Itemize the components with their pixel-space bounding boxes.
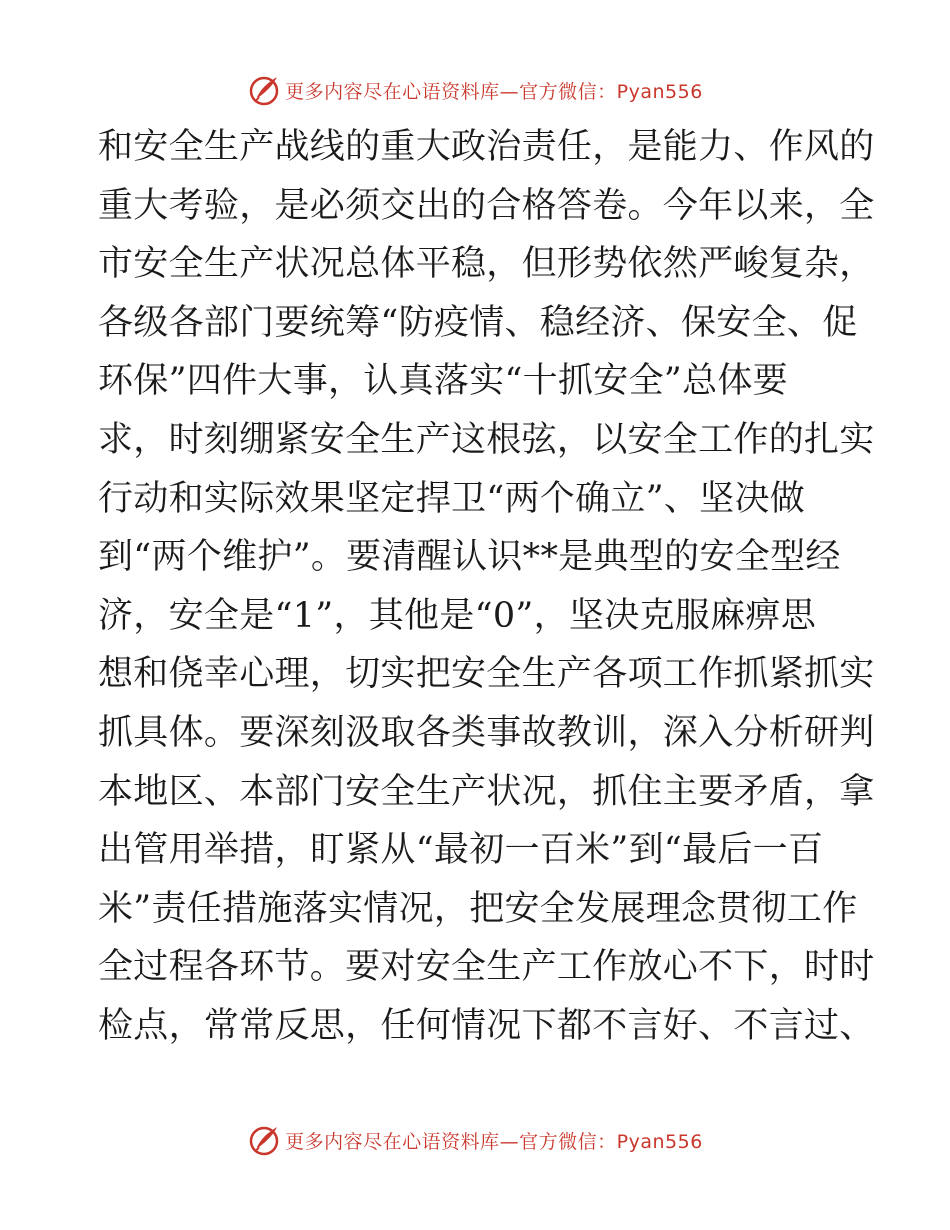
- text-line: 检点，常常反思，任何情况下都不言好、不言过、: [98, 1005, 875, 1046]
- text-line: 济，安全是“1”，其他是“0”，坚决克服麻痹思: [98, 595, 817, 636]
- text-line: 想和侥幸心理，切实把安全生产各项工作抓紧抓实: [98, 654, 875, 695]
- text-line: 行动和实际效果坚定捍卫“两个确立”、坚决做: [98, 478, 806, 519]
- watermark-text: 更多内容尽在心语资料库—官方微信：Pyan556: [285, 80, 703, 103]
- header-watermark: [0, 70, 950, 110]
- text-line: 本地区、本部门安全生产状况，抓住主要矛盾，拿: [98, 771, 875, 812]
- text-line: 环保”四件大事，认真落实“十抓安全”总体要: [98, 361, 788, 402]
- watermark-text: 更多内容尽在心语资料库—官方微信：Pyan556: [285, 1130, 703, 1153]
- text-line: 米”责任措施落实情况，把安全发展理念贯彻工作: [98, 888, 858, 929]
- text-line: 求，时刻绷紧安全生产这根弦，以安全工作的扎实: [98, 419, 875, 460]
- text-line: 重大考验，是必须交出的合格答卷。今年以来，全: [98, 185, 875, 226]
- document-body: [98, 118, 875, 1056]
- text-line: 抓具体。要深刻汲取各类事故教训，深入分析研判: [98, 712, 875, 753]
- quill-circle-logo-icon: [247, 1123, 281, 1157]
- quill-circle-logo-icon: [247, 73, 281, 107]
- footer-watermark: [0, 1120, 950, 1160]
- text-line: 和安全生产战线的重大政治责任，是能力、作风的: [98, 127, 875, 167]
- text-line: 出管用举措，盯紧从“最初一百米”到“最后一百: [98, 830, 824, 871]
- text-line: 各级各部门要统筹“防疫情、稳经济、保安全、促: [98, 302, 858, 343]
- text-line: 市安全生产状况总体平稳，但形势依然严峻复杂，: [98, 244, 875, 285]
- text-line: 到“两个维护”。要清醒认识**是典型的安全型经: [98, 537, 841, 578]
- text-line: 全过程各环节。要对安全生产工作放心不下，时时: [98, 947, 875, 988]
